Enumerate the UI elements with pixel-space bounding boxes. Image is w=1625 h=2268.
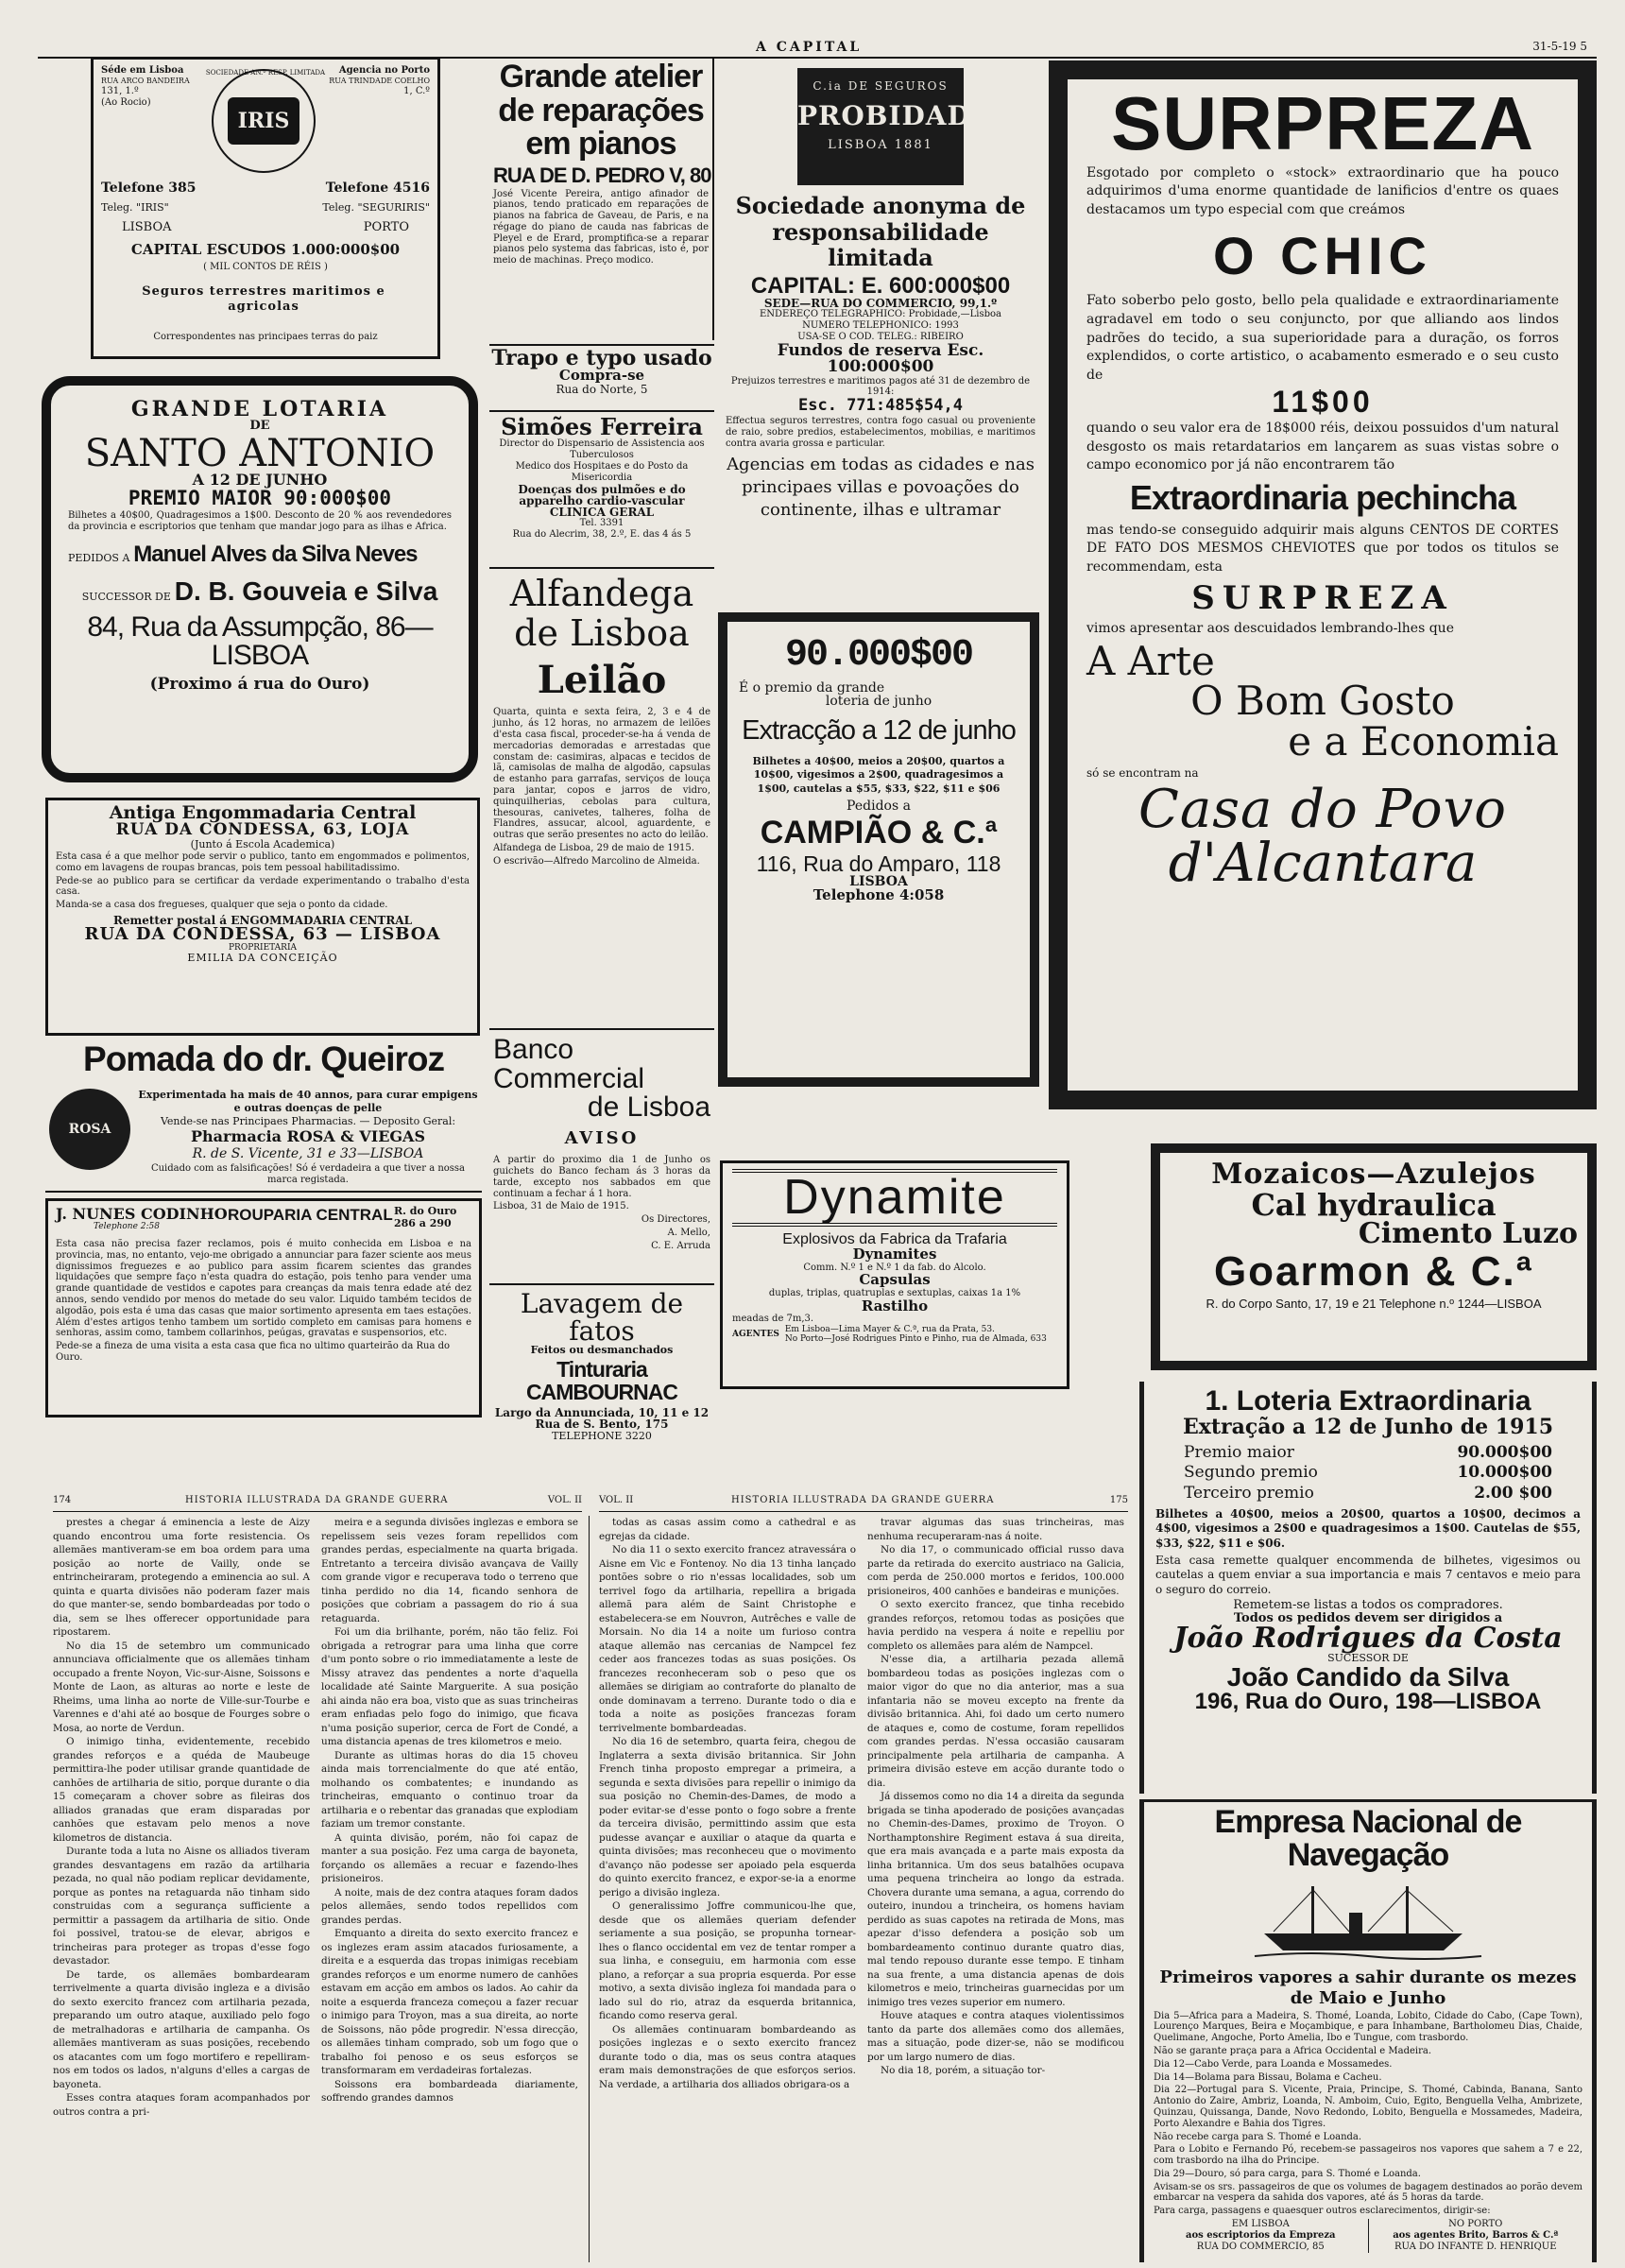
- iris-city-left: LISBOA: [122, 220, 172, 234]
- dynamite-rastilho: Rastilho: [861, 1297, 929, 1314]
- mozaicos-address: R. do Corpo Santo, 17, 19 e 21 Telephone n.º 1244—LISBOA: [1206, 1296, 1542, 1311]
- engomm-body: Esta casa é a que melhor pode servir o publico, tanto em engommados e polimentos, como em lavagens de roupas brancas, pois tem pessoal habilitadissimo.: [56, 850, 470, 873]
- steamship-icon: [1255, 1877, 1481, 1962]
- simoes-line-4: CLINICA GERAL: [549, 506, 655, 520]
- nunes-pede: Pede-se a fineza de uma visita a esta casa que fica no ultimo quarteirão da Rua do Ouro.: [56, 1341, 451, 1363]
- rosa-badge: ROSA: [49, 1089, 130, 1170]
- empresa-para: Para carga, passagens e quaesquer outros esclarecimentos, dirigir-se:: [1154, 2206, 1491, 2217]
- surpreza-gosto: O Bom Gosto: [1190, 678, 1455, 725]
- queiroz-title: Pomada do dr. Queiroz: [83, 1040, 444, 1078]
- engommadaria-advert: [45, 798, 480, 1036]
- iris-corresp: Correspondentes nas principaes terras do paiz: [153, 332, 378, 342]
- empresa-line-2: Não se garante praça para a Africa Occidental e Madeira.: [1154, 2045, 1432, 2056]
- empresa-line-8: Dia 29—Douro, só para carga, para S. Thomé e Loanda.: [1154, 2168, 1421, 2179]
- history-paragraph: travar algumas das suas trincheiras, mas nenhuma recuperaram-nas á noite.: [867, 1517, 1124, 1542]
- iris-seguros: Seguros terrestres maritimos e agricolas: [142, 284, 385, 314]
- history-paragraph: Foi um dia brilhante, porém, não tão feliz. Foi obrigada a retrograr para uma linha que corre d'um ponto sobre o rio immediatamente a leste de Missy atravez das pendentes a norte d'aquella localidade até Sainte Marguerite. A sua posição ahi ainda não era boa, visto que as suas trincheiras eram enfiadas pelo fogo do inimigo, que ficava n'uma posição superior, cerca de Fort de Condé, a uma distancia apenas de tres kilometros e meio.: [321, 1626, 578, 1747]
- loteria1-body: Bilhetes a 40$00, meios a 20$00, quartos a 10$00, decimos a 4$00, vigesimos a 2$00 e quadragesimos a 1$00. Cautelas de $55, $33, $22, $11 e $06.: [1155, 1506, 1581, 1550]
- right-page-title: HISTORIA ILLUSTRADA DA GRANDE GUERRA: [731, 1495, 995, 1505]
- empresa-line-3: Dia 12—Cabo Verde, para Loanda e Mossamedes.: [1154, 2058, 1393, 2070]
- lotaria-campiao-advert: [718, 612, 1039, 1087]
- iris-tel-left: Telefone 385: [101, 180, 197, 196]
- nunes-tel: Telephone 2:58: [94, 1222, 161, 1231]
- empresa-title: Empresa Nacional de Navegação: [1214, 1804, 1522, 1873]
- probidade-city: LISBOA 1881: [828, 138, 933, 152]
- iris-tel-right: Telefone 4516: [325, 180, 430, 196]
- prize-label: Terceiro premio: [1184, 1483, 1314, 1503]
- empresa-line-4: Dia 14—Bolama para Bissau, Bolama e Cacheu.: [1154, 2071, 1382, 2083]
- history-column-1: [53, 1516, 310, 2262]
- dynamite-dynamites: Dynamites: [852, 1246, 937, 1263]
- empresa-line-5: Dia 22—Portugal para S. Vicente, Praia, Principe, S. Thomé, Cabinda, Banana, Santo Antonio do Zaire, Ambriz, Loanda, N. Amboim, Cuio, Egito, Benguella Velha, Ambrizete, Quinzau, Quissanga, Dande, Novo Redondo, Lobito, Benguella e Mossamedes, Madeira, Porto Alexandre e Bahia dos Tigres.: [1154, 2085, 1582, 2129]
- atelier-street: RUA DE D. PEDRO V, 80: [493, 163, 711, 188]
- empresa-rua-2: RUA DO INFANTE D. HENRIQUE: [1394, 2242, 1557, 2253]
- mozaicos-line-2: Cal hydraulica: [1251, 1186, 1497, 1223]
- lavagem-sub: Feitos ou desmanchados: [530, 1344, 674, 1357]
- lotaria-address: 84, Rua da Assumpção, 86—LISBOA: [87, 610, 433, 672]
- history-paragraph: A noite, mais de dez contra ataques foram dados pelos allemães, sendo todos repellidos com grandes perdas.: [321, 1886, 578, 1926]
- campiao-lisboa: LISBOA: [849, 874, 908, 890]
- engomm-prop: PROPRIETARIA: [228, 942, 297, 953]
- empresa-esc-2: aos agentes Brito, Barros & C.ª: [1393, 2230, 1559, 2242]
- history-paragraph: De tarde, os allemães bombardearam terrivelmente a quarta divisão ingleza e a divisão do sexto exercito francez com artilharia pezada, preparando um outro ataque, auxiliado pelo fogo de metralhadoras e artilharia de campanha. Os allemães mantiveram as suas posições, recebendo os atacantes com um fogo mortifero e repelliram-nos em todos os lados, n'alguns d'elles a cargas de bayoneta.: [53, 1968, 310, 2090]
- dynamite-title: Dynamite: [732, 1169, 1057, 1227]
- iris-city-right: PORTO: [363, 220, 409, 234]
- atelier-title: Grande atelier de reparações em pianos: [498, 59, 704, 163]
- lotaria-successor: SUCCESSOR DE: [81, 590, 171, 603]
- queiroz-vende: Vende-se nas Principaes Pharmacias. — Deposito Geral:: [160, 1114, 456, 1127]
- trapo-advert: [489, 344, 714, 412]
- nunes-rouparia: ROUPARIA CENTRAL: [228, 1206, 393, 1224]
- history-paragraph: No dia 18, porém, a situação tor-: [881, 2065, 1046, 2076]
- left-page-header: [53, 1495, 582, 1512]
- dynamite-capsulas-desc: duplas, triplas, quatruplas e sextuplas, caixas 1a 1%: [768, 1287, 1021, 1298]
- probidade-prejuizos: Prejuizos terrestres e maritimos pagos até 31 de dezembro de 1914:: [730, 375, 1031, 398]
- surpreza-price: 11$00: [1272, 385, 1374, 420]
- lotaria-santo-antonio: SANTO ANTONIO: [84, 431, 436, 475]
- lotaria-bilhetes: Bilhetes a 40$00, Quadragesimos a 1$00. Desconto de 20 % aos revendedores da provincia e escriptorios que tenham que mandar jogo para as ilhas e Africa.: [68, 510, 452, 532]
- trapo-sub: Compra-se: [558, 367, 645, 385]
- history-paragraph: O generalissimo Joffre communicou-lhe que, desde que os allemães queriam defender seriamente a sua posição, se propunha tornear-lhes o flanco occidental em vez de tentar romper a sua linha, e conseguiu, em harmonia com esse plano, a reforçar a sua propria esquerda. Por esse motivo, a sexta divisão ingleza foi mandada para o lado sul do rio, atraz da esquerda britannica, ficando como reserva geral.: [599, 1900, 856, 2021]
- history-paragraph: Os allemães continuaram bombardeando as posições inglezas e o sexto exercito francez durante todo o dia, mas os seus contra ataques eram mais demonstrações de que esforços serios. Na verdade, a artilharia dos alliados obrigara-os a: [599, 2023, 856, 2090]
- left-page-title: HISTORIA ILLUSTRADA DA GRANDE GUERRA: [185, 1495, 449, 1505]
- empresa-navegacao-advert: [1139, 1799, 1597, 2262]
- probidade-agencias: Agencias em todas as cidades e nas principaes villas e povoações do continente, ilhas e ultramar: [727, 454, 1035, 521]
- iris-contos: ( MIL CONTOS DE RÉIS ): [203, 262, 328, 272]
- history-column-3: [599, 1516, 856, 2262]
- banco-aviso: AVISO: [564, 1127, 640, 1148]
- surpreza-mas: mas tendo-se conseguido adquirir mais alguns CENTOS DE CORTES DE FATO DOS MESMOS CHEVIOTES que por todos os titulos se recommendam, esta: [1086, 522, 1559, 575]
- iris-advert: [91, 57, 440, 359]
- campiao-pedidos: Pedidos a: [847, 798, 911, 814]
- campiao-amount: 90.000$00: [784, 634, 973, 677]
- loteria1-body2: Esta casa remette qualquer encommenda de bilhetes, vigesimos ou cautelas a quem enviar a sua importancia e mais 7 centavos e meio para o seguro do correio.: [1155, 1553, 1581, 1596]
- iris-capital: CAPITAL ESCUDOS 1.000:000$00: [130, 241, 401, 258]
- prize-label: Segundo premio: [1184, 1463, 1318, 1483]
- loteria1-pedidos: Todos os pedidos devem ser dirigidos a: [1233, 1610, 1503, 1625]
- trapo-title: Trapo e typo usado: [491, 346, 712, 370]
- loteria1-remett: Remetem-se listas a todos os compradores.: [1233, 1598, 1503, 1613]
- queiroz-advert: [45, 1041, 482, 1193]
- queiroz-address: R. de S. Vicente, 31 e 33—LISBOA: [192, 1146, 424, 1162]
- probidade-line-2: NUMERO TELEPHONICO: 1993: [802, 320, 959, 332]
- history-paragraph: No dia 17, o communicado official russo dava parte da retirada do exercito austriaco na Galicia, com perda de 250.000 mortos e feridos, 100.000 prisioneiros, 400 canhões e bandeiras e munições.: [867, 1544, 1124, 1597]
- engomm-title: Antiga Engommadaria Central: [109, 802, 417, 823]
- banco-title: Banco Commercial: [493, 1034, 645, 1094]
- history-paragraph: todas as casas assim como a cathedral e as egrejas da cidade.: [599, 1517, 856, 1542]
- alfandega-advert: [489, 573, 714, 1030]
- empresa-rua-1: RUA DO COMMERCIO, 85: [1196, 2242, 1325, 2253]
- iris-teleg-right: Teleg. "SEGURIRIS": [322, 201, 430, 214]
- engomm-body3: Manda-se a casa dos fregueses, qualquer que seja o ponto da cidade.: [56, 900, 388, 911]
- iris-logo: IRIS: [228, 97, 299, 145]
- probidade-name: PROBIDADE: [797, 100, 993, 131]
- iris-sede: Séde em Lisboa: [101, 65, 184, 76]
- trapo-addr: Rua do Norte, 5: [556, 382, 648, 396]
- lavagem-advert: [489, 1288, 714, 1442]
- alfandega-title: Alfandega de Lisboa: [509, 573, 694, 654]
- probidade-line-1: ENDEREÇO TELEGRAPHICO: Probidade,—Lisboa: [759, 309, 1001, 320]
- dynamite-agentes: AGENTES: [732, 1330, 779, 1340]
- prize-value: 10.000$00: [1457, 1463, 1552, 1483]
- right-page-vol: VOL. II: [599, 1495, 634, 1505]
- lotaria-name: Manuel Alves da Silva Neves: [133, 541, 418, 567]
- empresa-line-1: Dia 5—Africa para a Madeira, S. Thomé, Loanda, Lobito, Cidade do Cabo, (Cape Town), Lourenço Marques, Beira e Moçambique, e para Inhambane, Bartholomeu Dias, Chaide, Quelimane, Angoche, Porto Amelia, Ibo e Tungue, com trasbordo.: [1154, 2010, 1582, 2044]
- empresa-line-7: Para o Lobito e Fernando Pó, recebem-se passageiros nos vapores que sahem a 7 e 22, com trasbordo na ilha do Principe.: [1154, 2144, 1582, 2167]
- page-gutter: [589, 1516, 590, 2262]
- surpreza-intro: Esgotado por completo o «stock» extraordinario que ha pouco adquirimos d'uma enorme quantidade de lanificios d'entre os quaes destacamos um typo especial com que creámos: [1086, 164, 1559, 217]
- campiao-name: CAMPIÃO & C.ª: [760, 815, 998, 851]
- atelier-pianos-advert: [489, 59, 714, 340]
- lotaria-premio: PREMIO MAIOR 90:000$00: [128, 486, 392, 509]
- history-paragraph: Houve ataques e contra ataques violentissimos tanto da parte dos allemães como dos allemães, mas a situação, pode dizer-se, não se modificou por um largo numero de dias.: [867, 2010, 1124, 2063]
- history-paragraph: Durante as ultimas horas do dia 15 choveu ainda mais torrencialmente do que até então, molhando os combatentes; e inundando as trincheiras, emquanto o continuo troar da artilharia e o rebentar das granadas que explodiam faziam um tremor constante.: [321, 1749, 578, 1830]
- rouparia-central-advert: [45, 1198, 482, 1418]
- history-paragraph: No dia 11 o sexto exercito francez atravessára o Aisne em Vic e Fontenoy. No dia 13 tinha lançado pontões sobre o rio n'essas localidades, sob um terrivel fogo da artilharia, repellira a brigada allemã para além de Saint Christophe e estabelecera-se em Nouvron, Autrêches e valle de Morsain. No dia 14 a noite um furioso contra ataque allemão nas cercanias de Nampcel fez ceder aos francezes todas as suas posições. Os francezes reconheceram sob o peso que os allemães se dirigiam ao contraforte do planalto de onde dominavam a terreno. Durante todo o dia e toda a noite as posições francezas foram terrivelmente bombardeadas.: [599, 1544, 856, 1734]
- lavagem-rua: Rua de S. Bento, 175: [535, 1418, 669, 1432]
- history-paragraph: No dia 16 de setembro, quarta feira, chegou de Inglaterra a sexta divisão britannica. Sir John French tinha proposto empregar a primeira, a segunda e sexta divisões para repellir o inimigo da sua posição no Chemin-des-Dames, de modo a poder evitar-se d'esse ponto o fogo sobre a frente da terceira divisão, permittindo assim que esta pudesse avançar e auxiliar o ataque da quarta e quinta divisões; mas reconheceu que o movimento d'avanço não podesse ser apoiado pela esquerda do quinto exercito francez, e expor-se-ia a enorme perigo a divisão ingleza.: [599, 1736, 856, 1899]
- campiao-bilhetes: Bilhetes a 40$00, meios a 20$00, quartos a 10$00, vigesimos a 2$00, quadragesimos a 1$00, cautelas a $55, $33, $22, $11 e $06: [752, 754, 1005, 795]
- probidade-esc: Esc. 771:485$54,4: [798, 396, 963, 416]
- simoes-line-1: Director do Dispensario de Assistencia aos Tuberculosos: [499, 438, 705, 461]
- simoes-line-3: Doenças dos pulmões e do apparelho cardio-vascular: [518, 482, 686, 507]
- nunes-name: J. NUNES CODINHO: [56, 1205, 228, 1223]
- prize-row: [1184, 1443, 1552, 1463]
- probidade-sede: SEDE—RUA DO COMMERCIO, 99,1.º: [763, 297, 998, 311]
- probidade-arc: C.ia DE SEGUROS: [812, 79, 949, 93]
- iris-rua-porto: RUA TRINDADE COELHO: [329, 77, 430, 85]
- lotaria-de: DE: [249, 419, 270, 434]
- history-column-2: [321, 1516, 578, 2262]
- campiao-address: 116, Rua do Amparo, 118: [756, 850, 1001, 876]
- campiao-loteria: loteria de junho: [825, 694, 932, 710]
- banco-de-lisboa: de Lisboa: [587, 1091, 710, 1124]
- loteria1-extr: Extração a 12 de Junho de 1915: [1182, 1414, 1554, 1439]
- historia-illustrada-section: [45, 1495, 1132, 2262]
- dynamite-agente-1: Em Lisboa—Lima Mayer & C.ª, rua da Prata, 53.: [784, 1324, 995, 1334]
- banco-commercial-advert: [489, 1034, 714, 1285]
- alfandega-date: Alfandega de Lisboa, 29 de maio de 1915.: [493, 842, 694, 853]
- empresa-lisboa: EM LISBOA: [1231, 2219, 1290, 2230]
- probidade-advert: [720, 59, 1041, 599]
- campiao-tel: Telephone 4:058: [812, 886, 945, 904]
- lavagem-address: Largo da Annunciada, 10, 11 e 12: [494, 1406, 710, 1420]
- queiroz-cuidado: Cuidado com as falsificações! Só é verdadeira a que tiver a nossa marca registada.: [150, 1162, 466, 1186]
- queiroz-exp: Experimentada ha mais de 40 annos, para curar empigens e outras doenças de pelle: [138, 1089, 478, 1114]
- surpreza-quando: quando o seu valor era de 18$000 réis, deixou possuidos d'um natural desgosto os mais retardatarios em lançarem as suas vistas sobre o campo economico por já não encontrarem tão: [1086, 421, 1559, 473]
- surpreza-so: só se encontram na: [1086, 766, 1199, 781]
- alfandega-leilao: Leilão: [537, 657, 667, 702]
- surpreza-chic: O CHIC: [1213, 226, 1432, 286]
- nunes-body: Esta casa não precisa fazer reclamos, pois é muito conhecida em Lisboa e na provincia, mas, no entanto, vejo-me obrigado a annunciar para fazer sciente aos meus dignissimos freguezes e ao publico para assim ficarem scientes das grandes liquidações que sempre faço n'esta quadra do estação, pois tenho para vender uma grande quantidade de vestidos e capotes para creanças da mais tenra edade até dez annos, sendo vendido por menos do metade do seu valor. Liquido também tecidos de algodão, pois esta é uma das casas que maior sortimento apresenta em taes estações. Além d'estes artigos tenho tambem um sortido completo em camisas para homens e senhoras, assim como, tambem collarinhos, peúgas, gravatas e suspensorios, etc.: [56, 1239, 471, 1339]
- probidade-fundos: Fundos de reserva Esc. 100:000$00: [777, 340, 984, 377]
- simoes-ferreira-advert: [489, 413, 714, 569]
- empresa-vapores: Primeiros vapores a sahir durante os mezes de Maio e Junho: [1159, 1967, 1577, 2008]
- history-paragraph: O inimigo tinha, evidentemente, recebido grandes reforços e a quéda de Maubeuge permittira-lhe poder utilisar grande quantidade de canhões de artilharia de sitio, porque durante o dia 15 começaram a chover sobre as fileiras dos alliados granadas que eram disparadas por canhões que estavam pelo menos a nove kilometros de distancia.: [53, 1736, 310, 1844]
- lotaria-pedidos: PEDIDOS A: [68, 551, 130, 564]
- lotaria-date: A 12 DE JUNHO: [192, 471, 328, 490]
- simoes-line-5: Tel. 3391: [579, 518, 624, 529]
- iris-numero-porto: 1, C.º: [403, 85, 430, 96]
- engomm-remetter: Remetter postal á ENGOMMADARIA CENTRAL: [112, 913, 413, 927]
- loteria1-title: 1. Loteria Extraordinaria: [1205, 1385, 1531, 1417]
- history-paragraph: A quinta divisão, porém, não foi capaz de manter a sua posição. Fez uma carga de bayoneta, forçando os allemães a recuar e fazendo-lhes prisioneiros.: [321, 1831, 578, 1884]
- simoes-line-2: Medico dos Hospitaes e do Posto da Misericordia: [515, 461, 689, 483]
- surpreza-advert: [1049, 60, 1597, 1109]
- campiao-extr: Extracção a 12 de junho: [742, 715, 1016, 747]
- dynamite-comm: Comm. N.º 1 e N.º 1 da fab. do Alcolo.: [803, 1262, 986, 1273]
- dynamite-meadas: meadas de 7m,3.: [732, 1313, 814, 1324]
- iris-rua: RUA ARCO BANDEIRA: [101, 77, 190, 85]
- iris-numero: 131, 1.º: [101, 85, 139, 96]
- prize-row: [1184, 1463, 1552, 1483]
- history-paragraph: No dia 15 de setembro um communicado annunciava officialmente que os allemães tinham occupado a frente Noyon, Vic-sur-Aisne, Soissons e Monte de Laon, as alturas ao norte e leste de Rheims, uma linha ao norte de Ville-sur-Tourbe e Varennes e d'ahi até ao bosque de Fourges sobre o Mosa, ao norte de Verdun.: [53, 1640, 310, 1734]
- lavagem-tinturaria: Tinturaria CAMBOURNAC: [526, 1357, 677, 1404]
- prize-value: 90.000$00: [1457, 1443, 1552, 1463]
- empresa-line-6: Não recebe carga para S. Thomé e Loanda.: [1154, 2131, 1362, 2142]
- mozaicos-advert: [1151, 1143, 1597, 1370]
- engomm-street: RUA DA CONDESSA, 63, LOJA: [115, 820, 410, 840]
- prize-value: 2.00 $00: [1474, 1483, 1552, 1503]
- alfandega-body: Quarta, quinta e sexta feira, 2, 3 e 4 de junho, ás 12 horas, no armazem de leilões d'esta casa fiscal, proceder-se-ha á venda de mercadorias demoradas e arrestadas que constam de: casimiras, alpacas e tecidos de lã, camisolas de malha de algodão, capsulas de estanho para garrafas, serviços de louça para jantar, copos e jarros de vidro, quinquilherias, cebolas para cultura, thesouras, canivetes, talheres, folha de Flandres, assucar, alcool, aguardente, e outras que serão presentes no acto do leilão.: [493, 707, 710, 841]
- right-page-header: [599, 1495, 1128, 1512]
- loteria1-candido: João Candido da Silva: [1226, 1661, 1510, 1692]
- loteria1-prize-table: [1184, 1443, 1552, 1503]
- nunes-address: R. do Ouro 286 a 290: [394, 1205, 457, 1230]
- history-paragraph: Esses contra ataques foram acompanhados por outros contra a pri-: [53, 2092, 310, 2118]
- engomm-emilia: EMILIA DA CONCEIÇÃO: [187, 951, 338, 964]
- history-paragraph: prestes a chegar á eminencia a leste de Aizy quando encontrou uma forte resistencia. Os allemães mantiveram-se em boa ordem para uma posição ao norte de Vailly, onde se entrincheiraram, protegendo a eminencia ao sul. A quinta e quarta divisões não poderam fazer mais do que manter-se, sendo bombardeadas por todo o dia, sem se lhes offerecer opportunidade para ripostarem.: [53, 1517, 310, 1638]
- surpreza-desc: Fato soberbo pelo gosto, bello pela qualidade e extraordinariamente agradavel em todo o seu conjuncto, por que alliando aos lindos padrões do tecido, a sua superioridade para a duração, os forros explendidos, o corte artistico, o acabamento esmerado e o seu custo de: [1086, 293, 1559, 383]
- surpreza-arte: A Arte: [1086, 637, 1215, 684]
- surpreza-pechincha: Extraordinaria pechincha: [1129, 477, 1516, 517]
- loteria1-address: 196, Rua do Ouro, 198—LISBOA: [1194, 1689, 1542, 1715]
- engomm-body2: Pede-se ao publico para se certificar da verdade experimentando o trabalho d'esta casa.: [56, 875, 470, 898]
- iris-seal: [205, 69, 326, 173]
- engomm-rua: RUA DA CONDESSA, 63 — LISBOA: [84, 924, 441, 945]
- grande-lotaria-advert: [42, 376, 478, 782]
- iris-rocio: (Ao Rocio): [101, 96, 151, 108]
- lavagem-tel: TELEPHONE 3220: [552, 1429, 652, 1442]
- probidade-effectua: Effectua seguros terrestres, contra fogo casual ou proveniente de raio, sobre predios, estabelecimentos, mobilias, e maritimos contra avaria grossa e particular.: [726, 416, 1035, 450]
- right-page-number: 175: [1109, 1495, 1128, 1505]
- dynamite-sub: Explosivos da Fabrica da Trafaria: [782, 1231, 1007, 1248]
- empresa-avisam: Avisam-se os srs. passageiros de que os volumes de bagagem destinados ao porão devem embarcar na vespera da sahida dos vapores, até ás 5 horas da tarde.: [1154, 2181, 1582, 2204]
- iris-teleg-left: Teleg. "IRIS": [101, 201, 169, 214]
- surpreza-title: SURPREZA: [1110, 81, 1535, 165]
- surpreza-alcantara: d'Alcantara: [1168, 833, 1478, 895]
- banco-director-1: A. Mello,: [667, 1227, 710, 1238]
- iris-agencia: Agencia no Porto: [338, 65, 430, 76]
- prize-row: [1184, 1484, 1552, 1503]
- surpreza-title-2: SURPREZA: [1191, 579, 1454, 618]
- mozaicos-line-3: Cimento Luzo: [1358, 1217, 1578, 1251]
- probidade-capital: CAPITAL: E. 600:000$00: [750, 272, 1011, 299]
- simoes-line-6: Rua do Alecrim, 38, 2.º, E. das 4 ás 5: [512, 529, 692, 541]
- mozaicos-goarmon: Goarmon & C.ª: [1213, 1247, 1534, 1295]
- engomm-junto: (Junto á Escola Academica): [190, 837, 335, 850]
- lavagem-title: Lavagem de fatos: [520, 1288, 684, 1347]
- left-page-number: 174: [53, 1495, 72, 1505]
- newspaper-name: A CAPITAL: [756, 40, 863, 55]
- empresa-esc-1: aos escriptorios da Empreza: [1186, 2230, 1336, 2242]
- history-paragraph: Já dissemos como no dia 14 a direita da segunda brigada se tinha apoderado de posições avançadas no Chemin-des-Dames, proximo de Troyon. O Northamptonshire Regiment estava á sua direita, que era mais avançada e a parte mais exposta da linha britannica. Um dos seus batalhões ocupava uma pequena trincheira ao longo da estrada. Chovera durante uma semana, a agua, correndo do outeiro, inundou a trincheira, os homens haviam perdido as suas capotes na retirada de Mons, mas apezar d'isso defendera a posição sob um bombardeamento continuo durante quatro dias, mal tendo repouso durante esse tempo. E tinham na sua frente, a uma distancia apenas de dois kilometros e meio, trincheiras guarnecidas por um inimigo tres vezes superior em numero.: [867, 1791, 1124, 2008]
- probidade-logo: [797, 68, 993, 185]
- surpreza-economia: e a Economia: [1288, 718, 1559, 765]
- history-paragraph: O sexto exercito francez, que tinha recebido grandes reforços, retomou todas as posições que havia perdido na vespera á noite e repelliu por completo os allemães para além de Nampcel.: [867, 1599, 1124, 1652]
- mozaicos-line-1: Mozaicos—Azulejos: [1211, 1158, 1536, 1191]
- loteria1-succ: SUCESSOR DE: [1327, 1652, 1409, 1665]
- page-header: [38, 38, 1597, 59]
- campiao-e: É o premio da grande: [739, 679, 885, 696]
- lotaria-gouveia: D. B. Gouveia e Silva: [174, 576, 438, 606]
- alfandega-escrivao: O escrivão—Alfredo Marcolino de Almeida.: [493, 855, 700, 867]
- left-page-vol: VOL. II: [547, 1495, 582, 1505]
- page-date: 31-5-19 5: [1532, 40, 1587, 53]
- probidade-line-3: USA-SE O COD. TELEG.: RIBEIRO: [797, 332, 964, 343]
- history-paragraph: Durante toda a luta no Aisne os alliados tiveram grandes desvantagens em razão da artilharia pezada, no qual não podiam replicar devidamente, porque as pontes na retaguarda não tinham sido construidas com a segurança sufficiente a permittir a passagem da artilharia de sitio. Onde foi possivel, tratou-se de elevar, abrigos e trincheiras para proteger as tropas d'esse fogo devastador.: [53, 1846, 310, 1967]
- dynamite-advert: [720, 1160, 1069, 1389]
- surpreza-casa: Casa do Povo: [1138, 779, 1507, 841]
- probidade-title: Sociedade anonyma de responsabilidade limitada: [735, 192, 1026, 272]
- history-paragraph: Soissons era bombardeada diariamente, soffrendo grandes damnos: [321, 2078, 578, 2104]
- banco-director-2: C. E. Arruda: [651, 1240, 710, 1251]
- dynamite-agente-2: No Porto—José Rodrigues Pinto e Pinho, rua de Almada, 633: [784, 1334, 1047, 1345]
- simoes-title: Simões Ferreira: [501, 413, 703, 440]
- loteria1-joao: João Rodrigues da Costa: [1173, 1621, 1563, 1655]
- history-paragraph: meira e a segunda divisões inglezas e embora se repelissem seis vezes foram repellidos com grandes perdas, especialmente na quarta brigada. Entretanto a terceira divisão avançava de Vailly com grande vigor e recuperava todo o terreno que tinha perdido no dia 14, ficando senhora de posições que cobriam a passagem do rio á sua retaguarda.: [321, 1517, 578, 1624]
- lotaria-title: GRANDE LOTARIA: [130, 397, 389, 421]
- banco-body: A partir do proximo dia 1 de Junho os guichets do Banco fecham ás 3 horas da tarde, excepto nos sabbados em que continuam a fechar á 1 hora.: [493, 1155, 710, 1199]
- surpreza-vimos: vimos apresentar aos descuidados lembrando-lhes que: [1086, 621, 1454, 637]
- banco-date: Lisboa, 31 de Maio de 1915.: [493, 1201, 629, 1212]
- lotaria-proximo: (Proximo á rua do Ouro): [149, 674, 370, 694]
- history-paragraph: N'esse dia, a artilharia pezada allemã bombardeou todas as posições inglezas com o maior vigor do que no dia anterior, mas a sua infantaria não se moveu excepto na frente da divisão britannica. Ahi, foi dado um certo numero de ataques e, como de costume, foram repellidos com grandes perdas. N'essa occasião causaram principalmente pela artilharia de campanha. A primeira divisão esteve em acção durante todo o dia.: [867, 1654, 1124, 1789]
- empresa-porto: NO PORTO: [1448, 2219, 1503, 2230]
- banco-directores: Os Directores,: [641, 1214, 710, 1226]
- atelier-body: José Vicente Pereira, antigo afinador de pianos, tendo praticado em reparações de pianos na fabrica de Gaveau, de Paris, e na régage do piano de cauda nas fabricas de Pleyel e de Erard, promptifica-se a reparar pianos pelo systema das fabricas, isto é, por meio de machinas. Preço modico.: [493, 188, 709, 266]
- history-paragraph: Emquanto a direita do sexto exercito francez e os inglezes eram assim atacados furiosamente, a direita e a esquerda das tropas inimigas recebiam grandes reforços e um enorme numero de canhões estavam em acção em ambos os lados. Ao cahir da noite a esquerda franceza começou a fazer recuar o inimigo para Troyon, mas a sua direita, ao norte de Soissons, não pôde progredir. N'essa direcção, os allemães tinham comprado, sob um fogo que o trabalho foi penoso e os seus esforços se transformaram em verdadeiras fortalezas.: [321, 1928, 578, 2076]
- queiroz-pharmacia: Pharmacia ROSA & VIEGAS: [190, 1127, 426, 1146]
- loteria-extraordinaria-advert: [1139, 1382, 1597, 1794]
- iris-ring-text: SOCIEDADE AN.ª RESP. LIMITADA: [205, 69, 326, 77]
- prize-label: Premio maior: [1184, 1443, 1294, 1463]
- dynamite-capsulas: Capsulas: [859, 1271, 931, 1289]
- history-column-4: [867, 1516, 1124, 2262]
